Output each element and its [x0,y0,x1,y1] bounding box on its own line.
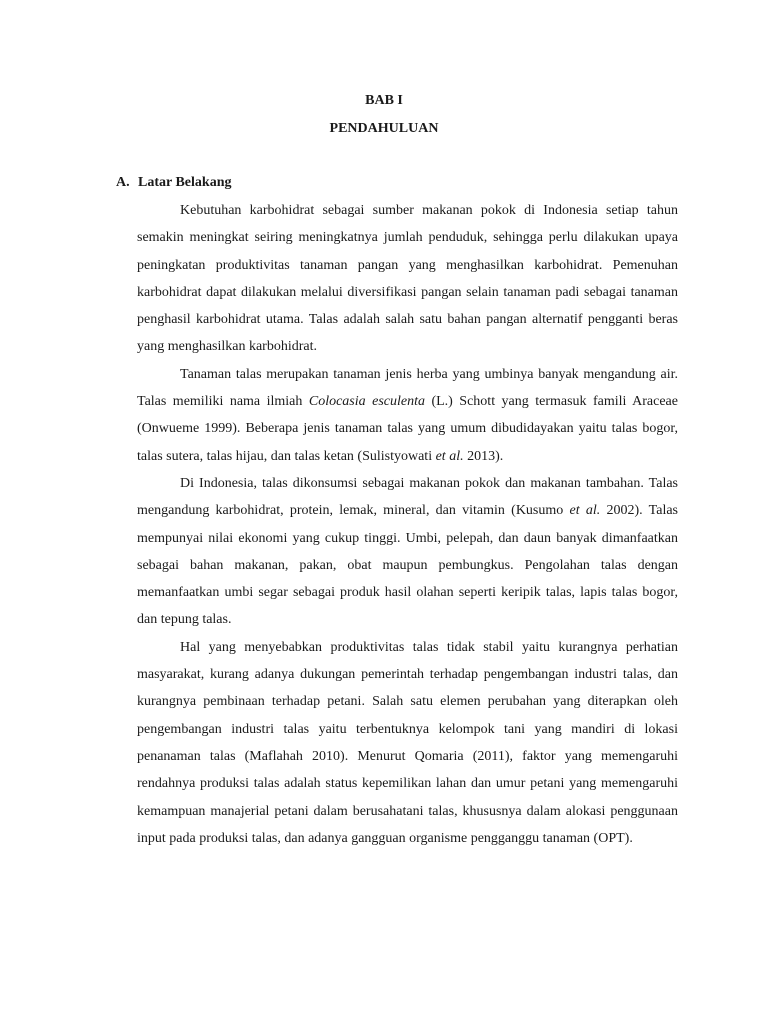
text-run: Kebutuhan karbohidrat sebagai sumber makanan pokok di Indonesia setiap tahun semakin meningkat seiring meningkatnya jumlah penduduk, sehingga perlu dilakukan upaya peningkatan produktivitas tanaman pangan yang menghasilkan karbohidrat. Pemenuhan karbohidrat dapat dilakukan melalui diversifikasi pangan selain tanaman padi sebagai tanaman penghasil karbohidrat utama. Talas adalah salah satu bahan pangan alternatif pengganti beras yang menghasilkan karbohidrat. [137,203,678,355]
body-text [137,197,678,852]
section-title: Latar Belakang [138,175,232,190]
text-run: 2013). [463,448,504,464]
italic-term: Colocasia esculenta [308,394,425,410]
paragraph-2 [137,361,678,470]
italic-term: et al. [435,448,464,464]
chapter-title: PENDAHULUAN [329,121,439,136]
text-run: Tanaman talas merupakan tanaman jenis herba yang umbinya banyak mengandung air. Talas memiliki nama ilmiah [137,366,678,410]
paragraph-1 [137,197,678,361]
paragraph-4 [137,634,678,852]
text-run: (L.) Schott yang termasuk famili Araceae (Onwueme 1999). Beberapa jenis tanaman talas yang umum dibudidayakan yaitu talas bogor, talas sutera, talas hijau, dan talas ketan (Sulistyowati [137,394,678,464]
text-run: 2002). Talas mempunyai nilai ekonomi yang cukup tinggi. Umbi, pelepah, dan daun banyak dimanfaatkan sebagai bahan makanan, pakan, obat maupun pembungkus. Pengolahan talas dengan memanfaatkan umbi segar sebagai produk hasil olahan seperti keripik talas, lapis talas bogor, dan tepung talas. [137,503,679,628]
italic-term: et al. [569,503,601,519]
chapter-number: BAB I [365,93,403,108]
section-letter: A. [116,175,130,190]
text-run: Di Indonesia, talas dikonsumsi sebagai makanan pokok dan makanan tambahan. Talas mengandung karbohidrat, protein, lemak, mineral, dan vitamin (Kusumo [137,475,678,519]
text-run: Hal yang menyebabkan produktivitas talas tidak stabil yaitu kurangnya perhatian masyarakat, kurang adanya dukungan pemerintah terhadap pengembangan industri talas, dan kurangnya pembinaan terhadap petani. Salah satu elemen perubahan yang diterapkan oleh pengembangan industri talas yaitu terbentuknya kelompok tani yang mandiri di lokasi penanaman talas (Maflahah 2010). Menurut Qomaria (2011), faktor yang memengaruhi rendahnya produksi talas adalah status kepemilikan lahan dan umur petani yang memengaruhi kemampuan manajerial petani dalam berusahatani talas, khususnya dalam alokasi penggunaan input pada produksi talas, dan adanya gangguan organisme pengganggu tanaman (OPT). [137,639,678,846]
section-heading [116,174,231,192]
paragraph-3 [137,470,678,634]
